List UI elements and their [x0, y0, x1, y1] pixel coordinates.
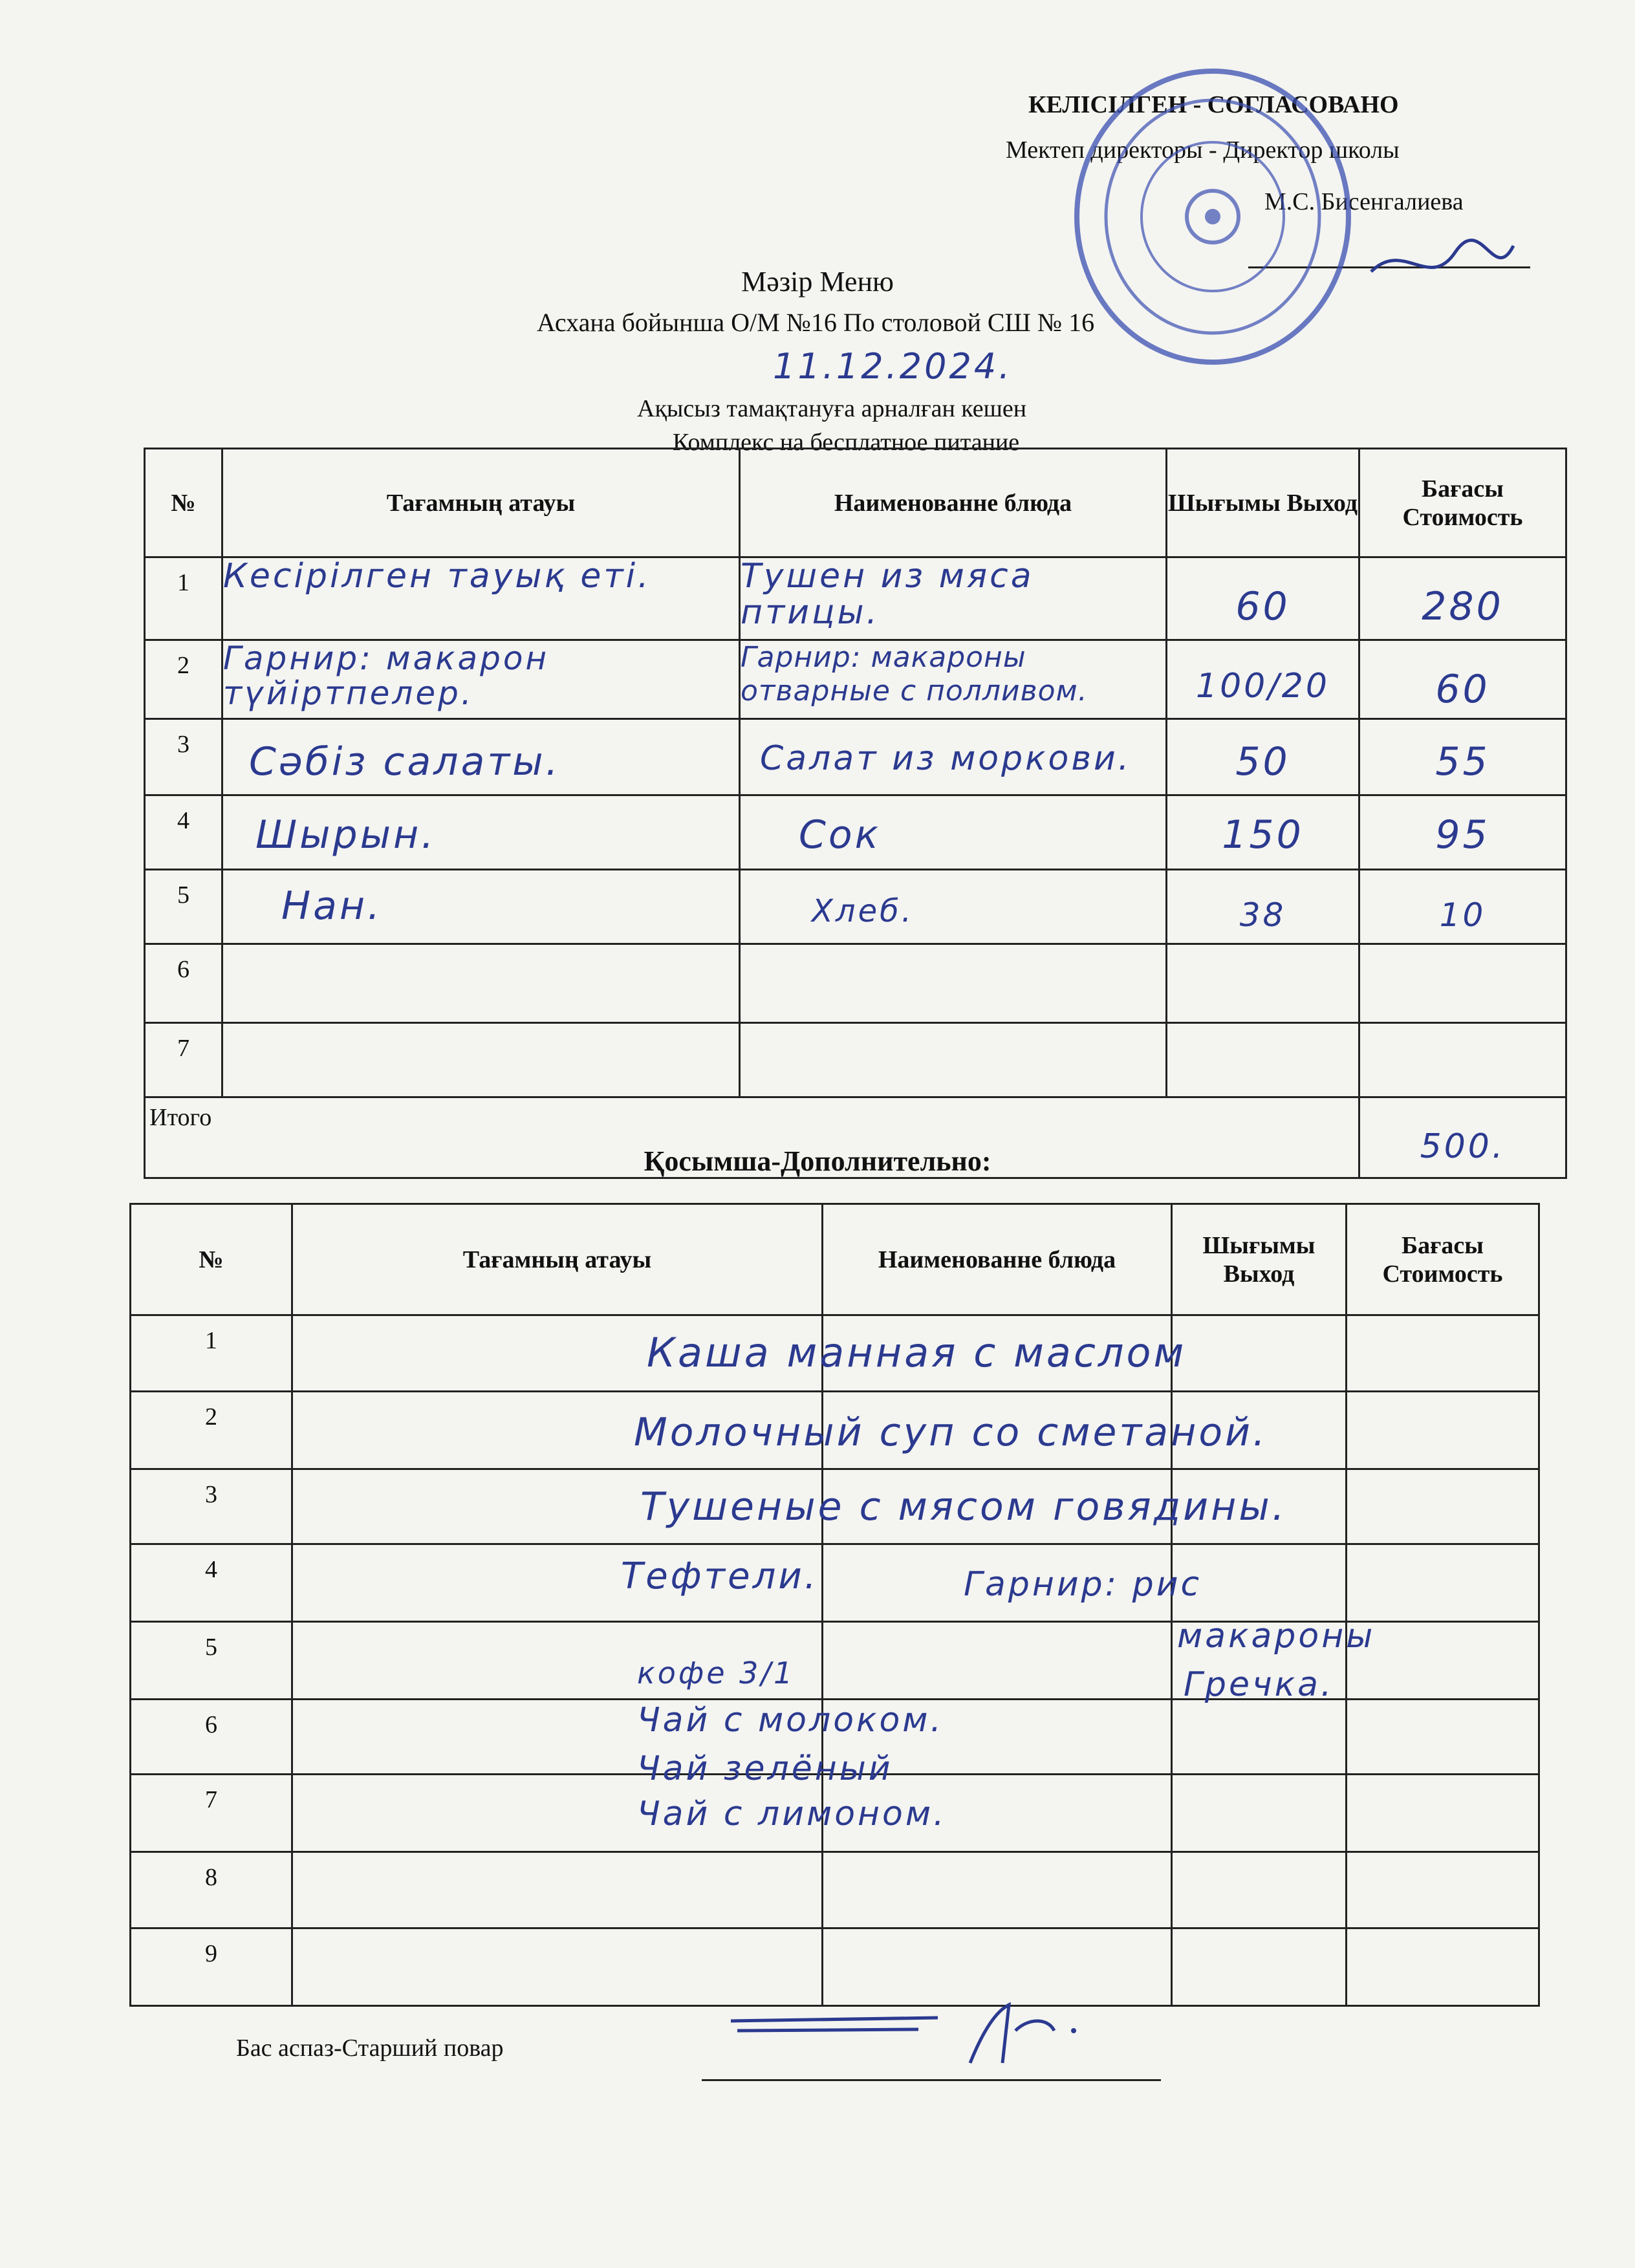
add-header-cost: Бағасы Стоимость	[1347, 1204, 1539, 1315]
total-label: Итого	[145, 1097, 1359, 1178]
additional-table	[129, 1203, 1540, 2007]
chef-signature-icon	[724, 1992, 1087, 2076]
chef-label: Бас аспаз-Старший повар	[236, 2035, 504, 2062]
row-output: 100/20	[1196, 667, 1330, 706]
row-name-ru: Сок	[799, 812, 881, 858]
row-cost	[1359, 1023, 1566, 1097]
handwritten-line: Чай с лимоном.	[637, 1795, 947, 1833]
row-name-ru: Салат из моркови.	[760, 739, 1132, 778]
row-number: 2	[145, 640, 222, 719]
approval-role: Мектеп директоры - Директор школы	[1006, 136, 1400, 164]
chef-signature-line	[702, 2079, 1161, 2081]
row-cost: 10	[1439, 896, 1486, 934]
row-number: 2	[131, 1392, 292, 1469]
row-number: 3	[145, 719, 222, 795]
table-row	[145, 719, 1566, 795]
school-stamp-icon	[1067, 58, 1358, 375]
row-name-kz: Гарнир: макарон түйіртпелер.	[223, 640, 550, 712]
row-number: 1	[131, 1315, 292, 1392]
header-output: Шығымы Выход	[1167, 449, 1359, 557]
row-cost: 55	[1435, 739, 1490, 784]
row-output	[1167, 944, 1359, 1023]
row-number: 4	[145, 795, 222, 870]
table-row	[145, 870, 1566, 944]
row-name-ru	[740, 944, 1167, 1023]
row-name-kz: Сәбіз салаты.	[249, 739, 561, 784]
row-name-ru: Гарнир: макароны отварные с полливом.	[741, 641, 1088, 707]
row-number: 5	[131, 1622, 292, 1700]
approval-name: М.С. Бисенгалиева	[1264, 188, 1464, 215]
handwritten-line: Молочный суп со сметаной.	[634, 1410, 1268, 1455]
table-row	[145, 640, 1566, 719]
table-row	[145, 1023, 1566, 1097]
row-number: 3	[131, 1469, 292, 1544]
table-row	[145, 795, 1566, 870]
complex-ru: Комплекс на бесплатное питание	[673, 429, 1020, 456]
page-title: Мәзір Меню	[741, 266, 894, 297]
row-name-kz: Кесірілген тауық еті.	[223, 557, 651, 596]
add-header-number: №	[131, 1204, 292, 1315]
header-number: №	[145, 449, 222, 557]
row-name-ru: Тушен из мяса птицы.	[741, 557, 1034, 632]
row-cost: 60	[1435, 667, 1490, 712]
row-name-kz	[222, 1023, 740, 1097]
row-name-kz	[222, 944, 740, 1023]
add-header-name-ru: Наименованне блюда	[823, 1204, 1172, 1315]
header-cost: Бағасы Стоимость	[1359, 449, 1566, 557]
table-row	[131, 1544, 1539, 1622]
row-number: 4	[131, 1544, 292, 1622]
row-number: 1	[145, 557, 222, 640]
handwritten-line: Чай с молоком.	[637, 1701, 944, 1740]
handwritten-line: Тефтели.	[621, 1555, 819, 1597]
additional-title: Қосымша-Дополнительно:	[644, 1145, 991, 1177]
row-name-ru: Хлеб.	[812, 893, 914, 929]
row-cost: 280	[1422, 584, 1504, 629]
row-cost	[1359, 944, 1566, 1023]
add-header-name-kz: Тағамның атауы	[292, 1204, 823, 1315]
row-number: 6	[145, 944, 222, 1023]
add-header-output: Шығымы Выход	[1172, 1204, 1347, 1315]
row-number: 8	[131, 1852, 292, 1928]
row-number: 7	[131, 1775, 292, 1852]
table-row	[145, 557, 1566, 640]
header-name-ru: Наименованне блюда	[740, 449, 1167, 557]
row-name-ru	[740, 1023, 1167, 1097]
handwritten-line: Тушеные с мясом говядины.	[640, 1484, 1287, 1529]
handwritten-line: Чай зелёный	[637, 1749, 893, 1788]
row-name-kz: Нан.	[281, 883, 383, 929]
handwritten-line: Гарнир: рис	[964, 1565, 1202, 1604]
header-name-kz: Тағамның атауы	[222, 449, 740, 557]
menu-date: 11.12.2024.	[773, 346, 1013, 387]
row-output: 150	[1222, 812, 1304, 858]
row-output	[1167, 1023, 1359, 1097]
handwritten-line: макароны	[1177, 1617, 1376, 1656]
menu-table	[144, 448, 1567, 1179]
row-output: 50	[1235, 739, 1290, 784]
row-number: 9	[131, 1928, 292, 2006]
handwritten-line: Гречка.	[1184, 1665, 1334, 1704]
approval-title: КЕЛІСІЛГЕН - СОГЛАСОВАНО	[1028, 91, 1399, 118]
complex-kz: Ақысыз тамақтануға арналған кешен	[637, 395, 1027, 422]
row-output: 38	[1239, 896, 1286, 934]
table-row	[145, 944, 1566, 1023]
row-name-kz: Шырын.	[255, 812, 437, 858]
row-number: 6	[131, 1700, 292, 1775]
handwritten-line: Каша манная с маслом	[647, 1329, 1187, 1376]
page-subtitle: Асхана бойынша О/М №16 По столовой СШ № 16	[537, 308, 1095, 337]
table-row	[131, 1852, 1539, 1928]
row-output: 60	[1235, 584, 1290, 629]
row-cost: 95	[1435, 812, 1490, 858]
row-number: 7	[145, 1023, 222, 1097]
handwritten-line: кофе 3/1	[637, 1656, 796, 1690]
row-number: 5	[145, 870, 222, 944]
total-value: 500.	[1420, 1127, 1506, 1166]
